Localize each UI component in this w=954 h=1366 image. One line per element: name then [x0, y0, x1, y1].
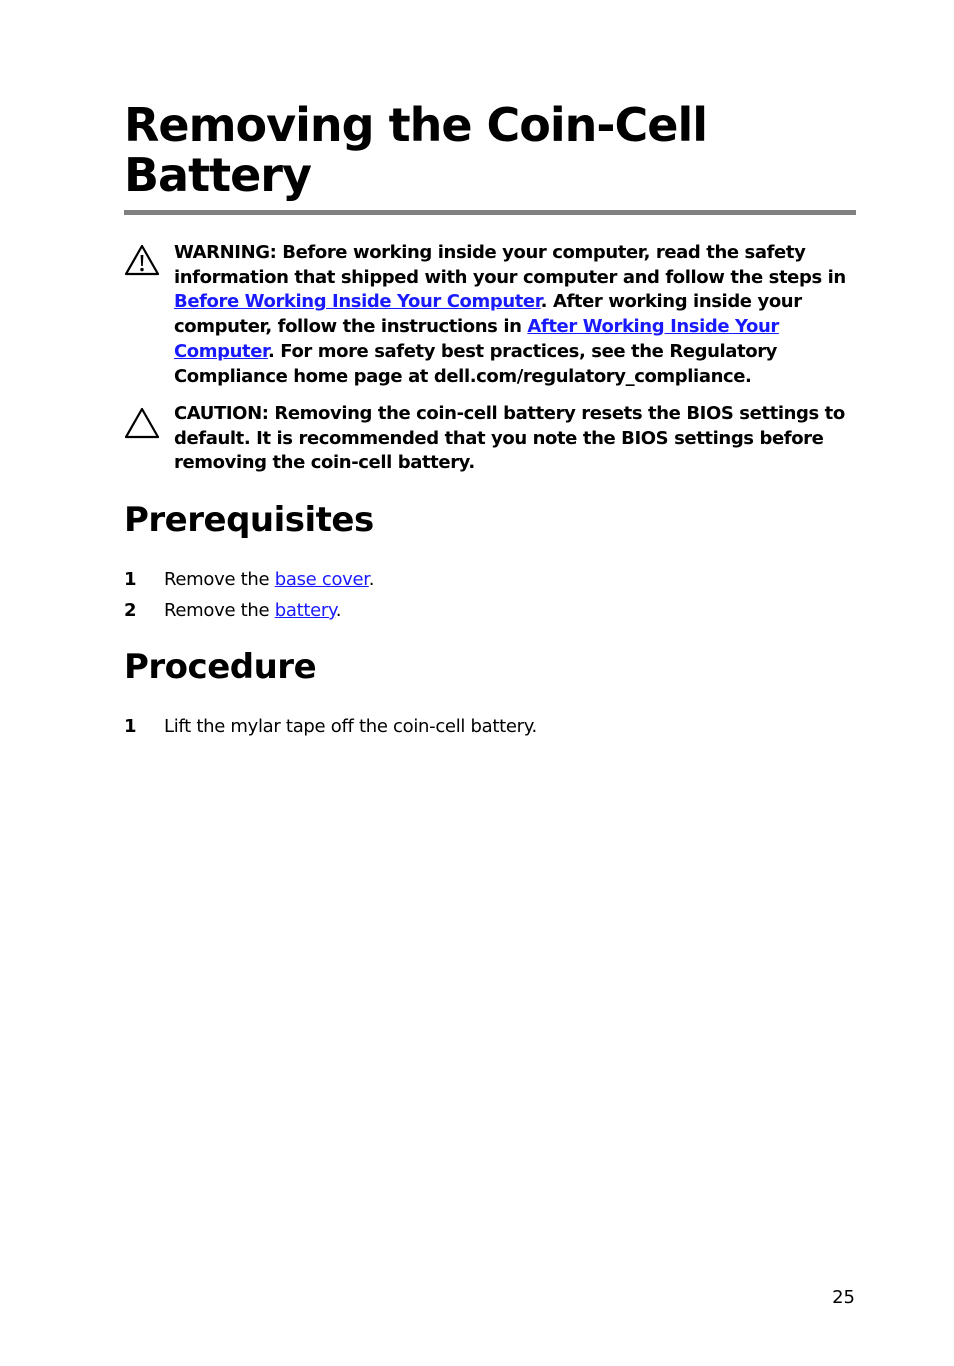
- page-title: Removing the Coin-Cell Battery: [124, 98, 708, 202]
- step-number: 1: [124, 716, 137, 737]
- caution-body: Removing the coin-cell battery resets the BIOS settings to default. It is recommended that you note the BIOS settings before removing the coin-cell battery.: [174, 403, 845, 474]
- procedure-list: [124, 715, 856, 746]
- caution-label: CAUTION:: [174, 403, 269, 424]
- procedure-heading: Procedure: [124, 647, 317, 687]
- step-text: [164, 568, 374, 592]
- step-prefix: Remove the: [164, 600, 275, 621]
- warning-label: WARNING:: [174, 242, 277, 263]
- list-item: [124, 568, 856, 599]
- prerequisites-heading: Prerequisites: [124, 500, 374, 540]
- before-working-link[interactable]: Before Working Inside Your Computer: [174, 291, 541, 313]
- step-number: 2: [124, 600, 137, 621]
- caution-notice: [124, 402, 856, 482]
- warning-text: [174, 241, 854, 389]
- prerequisites-list: [124, 568, 856, 630]
- step-prefix: Remove the: [164, 569, 275, 590]
- page-number: 25: [832, 1287, 855, 1308]
- step-number: 1: [124, 569, 137, 590]
- step-suffix: .: [335, 600, 342, 621]
- caution-text: [174, 402, 854, 476]
- list-item: [124, 599, 856, 630]
- warning-text-part-2: . After working inside your computer, follow the instructions in: [174, 291, 802, 338]
- list-item: [124, 715, 856, 746]
- caution-triangle-icon: [124, 406, 160, 440]
- step-text: Lift the mylar tape off the coin-cell battery.: [164, 716, 537, 737]
- step-suffix: .: [368, 569, 375, 590]
- warning-text-part-1: Before working inside your computer, read the safety information that shipped with your computer and follow the steps in: [174, 242, 846, 288]
- title-divider: [124, 210, 856, 215]
- warning-text-part-3: . For more safety best practices, see the Regulatory Compliance home page at dell.com/regulatory_compliance.: [174, 340, 778, 387]
- step-text: [164, 599, 341, 623]
- warning-notice: [124, 241, 856, 391]
- warning-triangle-icon: [124, 243, 160, 277]
- battery-link[interactable]: battery: [274, 600, 336, 621]
- after-working-link[interactable]: After Working Inside Your Computer: [174, 316, 779, 362]
- base-cover-link[interactable]: base cover: [274, 569, 369, 590]
